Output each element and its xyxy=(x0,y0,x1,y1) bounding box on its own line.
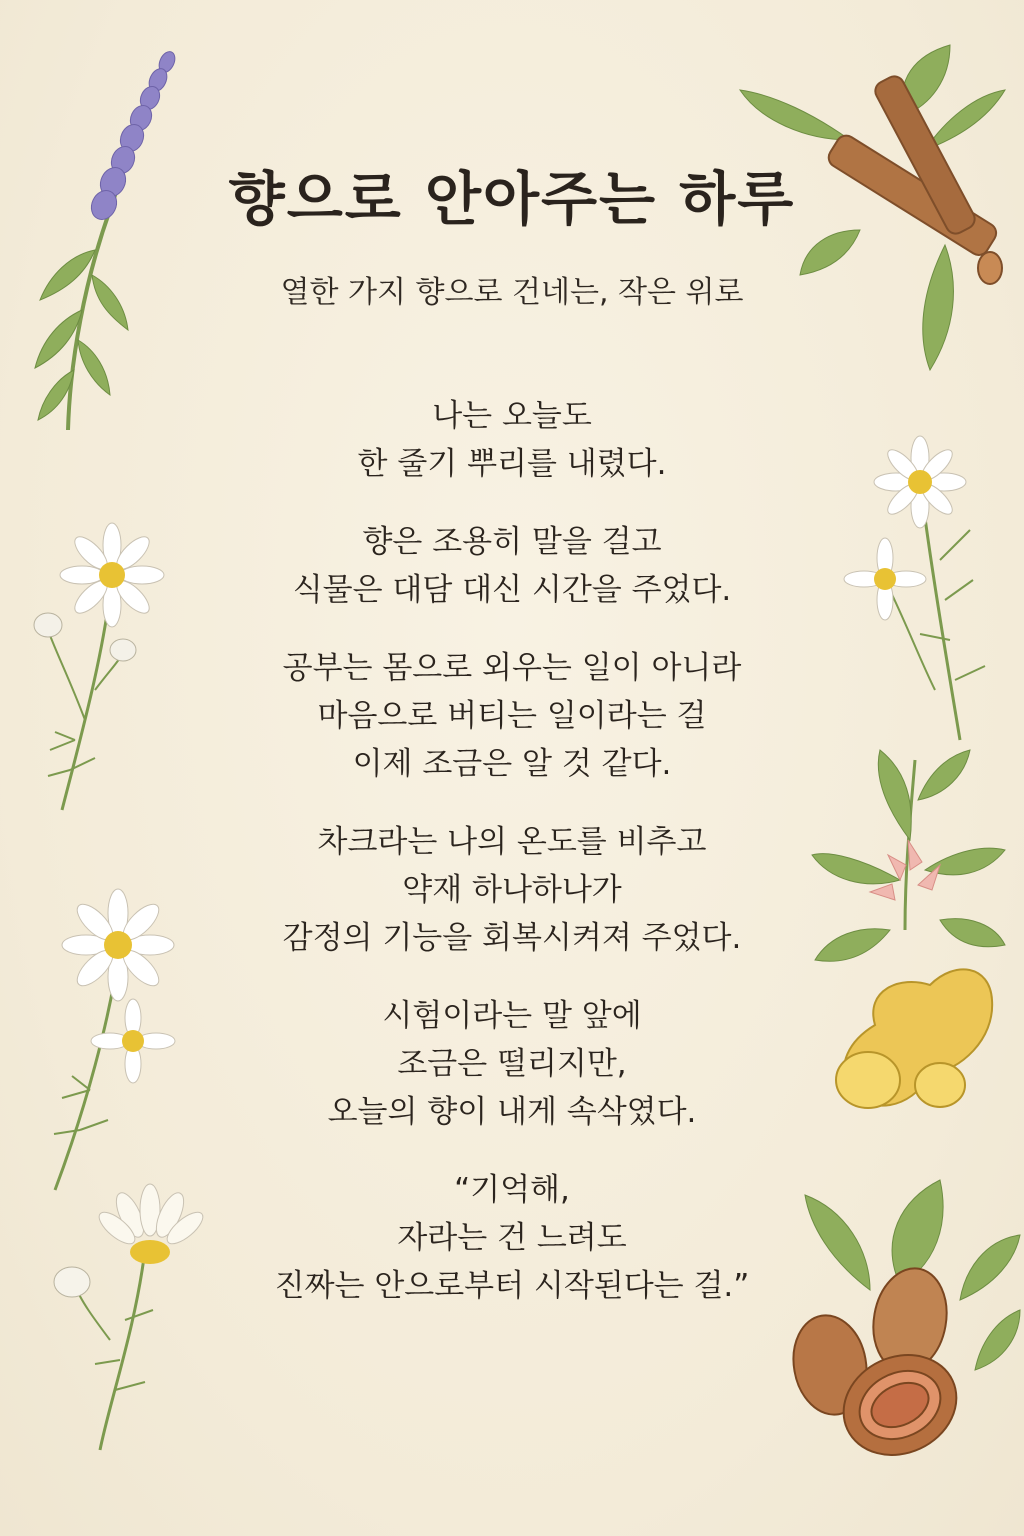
poem-line: 향은 조용히 말을 걸고 xyxy=(362,524,662,560)
poem-line: 감정의 기능을 회복시켜져 주었다. xyxy=(282,920,742,956)
stanza-4 xyxy=(200,818,824,962)
poem-line: 약재 하나하나가 xyxy=(402,872,622,908)
poem-line: 공부는 몸으로 외우는 일이 아니라 xyxy=(282,650,742,686)
stanza-6 xyxy=(200,1166,824,1310)
page-title: 향으로 안아주는 하루 xyxy=(228,165,796,233)
stanza-5 xyxy=(200,992,824,1136)
poem-line: 나는 오늘도 xyxy=(432,398,592,434)
poem-line: 마음으로 버티는 일이라는 걸 xyxy=(317,698,707,734)
ginger-illustration xyxy=(812,750,1005,1108)
poem-line: 이제 조금은 알 것 같다. xyxy=(352,746,672,782)
poem-line: 시험이라는 말 앞에 xyxy=(382,998,642,1034)
page-subtitle: 열한 가지 향으로 건네는, 작은 위로 xyxy=(280,275,744,310)
poem-line: 식물은 대담 대신 시간을 주었다. xyxy=(292,572,732,608)
stanza-2 xyxy=(200,518,824,614)
poem-line: 조금은 떨리지만, xyxy=(397,1046,627,1082)
poem-line: 자라는 건 느려도 xyxy=(397,1220,627,1256)
stanza-1 xyxy=(200,392,824,488)
chamomile-illustration xyxy=(34,523,208,1450)
poem-line: 진짜는 안으로부터 시작된다는 걸.” xyxy=(274,1268,750,1304)
poem-line: “기억해, xyxy=(454,1172,570,1208)
chamomile-right-illustration xyxy=(844,436,985,740)
stanza-3 xyxy=(200,644,824,788)
poem-line: 한 줄기 뿌리를 내렸다. xyxy=(357,446,667,482)
poem-line: 오늘의 향이 내게 속삭였다. xyxy=(327,1094,697,1130)
poem xyxy=(200,392,824,1340)
lavender-illustration xyxy=(35,49,178,430)
poem-line: 차크라는 나의 온도를 비추고 xyxy=(317,824,707,860)
